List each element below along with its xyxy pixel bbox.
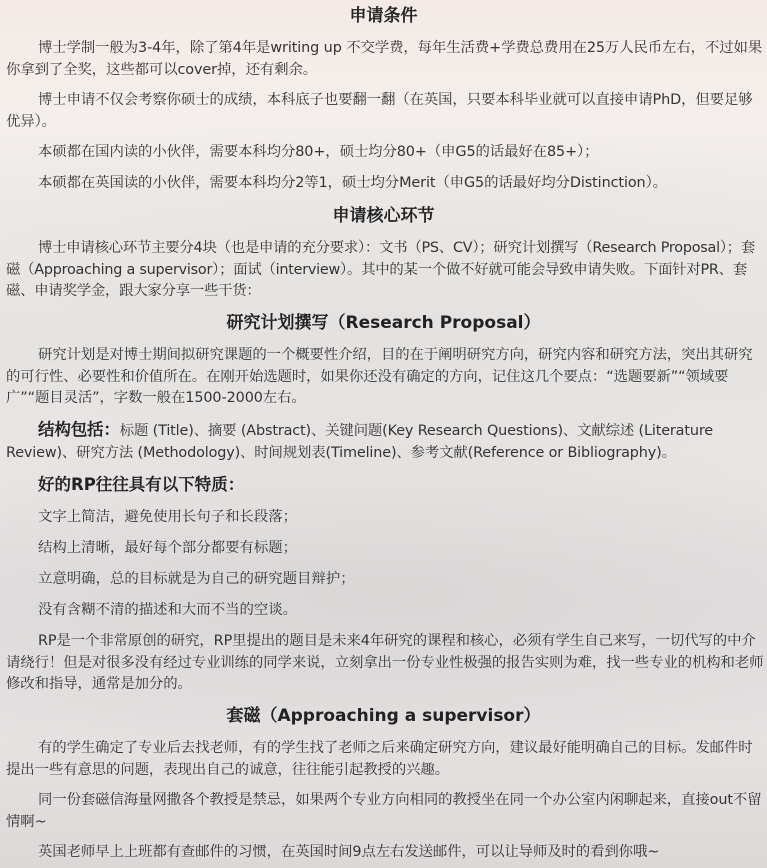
list-item-quality: 文字上简洁，避免使用长句子和长段落；	[38, 509, 298, 525]
paragraph-approach-taboo: 同一份套磁信海量网撒各个教授是禁忌，如果两个专业方向相同的教授坐在同一个办公室内闲聊起来，直接out不留情啊~	[6, 792, 762, 830]
paragraph-uk-requirements: 本硕都在英国读的小伙伴，需要本科均分2等1，硕士均分Merit（申G5的话最好均分Distinction）。	[38, 175, 667, 191]
heading-conditions: 申请条件	[349, 6, 418, 26]
paragraph-approach-timing: 英国老师早上上班都有查邮件的习惯，在英国时间9点左右发送邮件，可以让导师及时的看到你哦~	[38, 844, 660, 860]
paragraph-rp-structure	[6, 419, 764, 464]
heading-approaching-supervisor: 套磁（Approaching a supervisor）	[226, 706, 541, 726]
paragraph-grades-required: 博士申请不仅会考察你硕士的成绩，本科底子也要翻一翻（在英国，只要本科毕业就可以直接申请PhD，但要足够优异）。	[6, 92, 753, 130]
list-item-quality: 没有含糊不清的描述和大而不当的空谈。	[38, 602, 298, 618]
heading-core-steps: 申请核心环节	[332, 206, 435, 226]
paragraph-rp-closing: RP是一个非常原创的研究，RP里提出的题目是未来4年研究的课程和核心，必须有学生自己来写，一切代写的中介请绕行！但是对很多没有经过专业训练的同学来说，立刻拿出一份专业性极强的报告实则为难，找一些专业的机构和老师修改和指导，通常是加分的。	[6, 633, 764, 692]
paragraph-approach-goal: 有的学生确定了专业后去找老师，有的学生找了老师之后来确定研究方向，建议最好能明确自己的目标。发邮件时提出一些有意思的问题，表现出自己的诚意，往往能引起教授的兴趣。	[6, 740, 753, 778]
list-item-quality: 结构上清晰，最好每个部分都要有标题；	[38, 540, 298, 556]
paragraph-domestic-requirements: 本硕都在国内读的小伙伴，需要本科均分80+，硕士均分80+（申G5的话最好在85+）；	[38, 144, 599, 160]
heading-research-proposal: 研究计划撰写（Research Proposal）	[226, 313, 541, 333]
paragraph-core-steps: 博士申请核心环节主要分4块（也是申请的充分要求）：文书（PS、CV）；研究计划撰写（Research Proposal）；套磁（Approaching a supervisor）；面试（interview）。其中的某一个做不好就可能会导致申请失败。下面针对PR、套磁、申请奖学金，跟大家分享一些干货：	[6, 240, 756, 299]
structure-text: 标题 (Title)、摘要 (Abstract)、关键问题(Key Research Questions)、文献综述 (Literature Review)、研究方法 (Methodology)、时间规划表(Timeline)、参考文献(Reference or Bibliography)。	[6, 423, 713, 461]
structure-lead: 结构包括：	[38, 420, 120, 439]
heading-rp-qualities: 好的RP往往具有以下特质：	[38, 475, 245, 494]
paragraph-duration-cost: 博士学制一般为3-4年，除了第4年是writing up 不交学费，每年生活费+学费总费用在25万人民币左右，不过如果你拿到了全奖，这些都可以cover掉，还有剩余。	[6, 40, 763, 78]
list-item-quality: 立意明确，总的目标就是为自己的研究题目辩护；	[38, 571, 355, 587]
paragraph-rp-intro: 研究计划是对博士期间拟研究课题的一个概要性介绍，目的在于阐明研究方向，研究内容和研究方法，突出其研究的可行性、必要性和价值所在。在刚开始选题时，如果你还没有确定的方向，记住这几个要点：“选题要新”“领域要广”“题目灵活”，字数一般在1500-2000左右。	[6, 347, 753, 406]
